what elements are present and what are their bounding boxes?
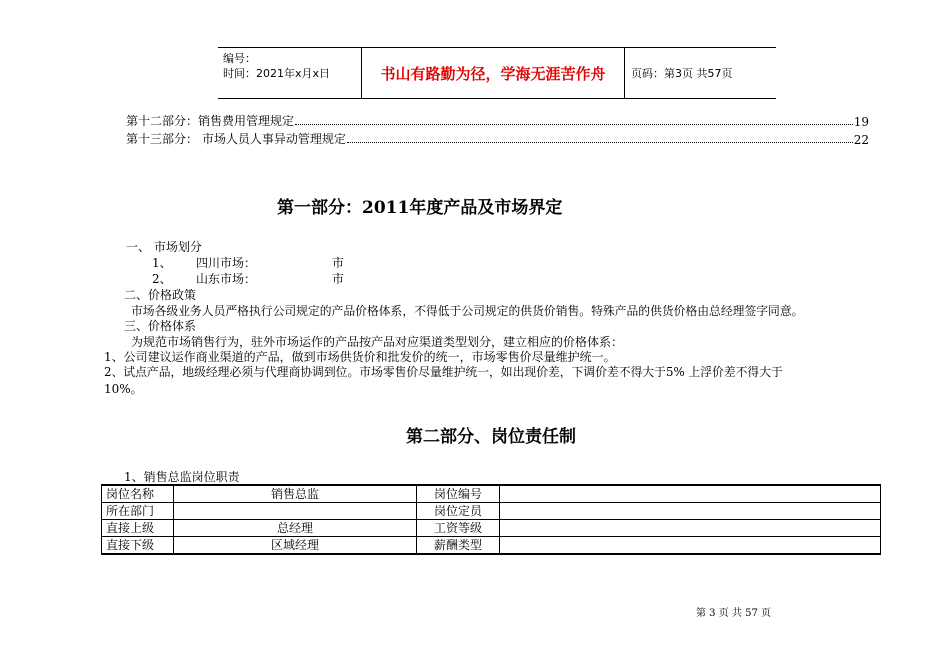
table-cell: 直接下级 — [102, 537, 174, 555]
table-row — [102, 503, 881, 520]
table-cell: 区域经理 — [174, 537, 417, 555]
table-cell: 直接上级 — [102, 520, 174, 537]
header-page-info: 页码：第3页 共57页 — [631, 67, 733, 80]
toc-entry-title: 第十二部分：销售费用管理规定 — [126, 114, 295, 128]
part1-title: 第一部分：2011年度产品及市场界定 — [277, 198, 563, 218]
part2-title: 第二部分、岗位责任制 — [406, 427, 576, 447]
price-policy-text: 市场各级业务人员严格执行公司规定的产品价格体系，不得低于公司规定的供货价销售。特殊产品的供货价格由总经理签字同意。 — [131, 304, 804, 318]
table-cell — [500, 537, 881, 555]
toc-entry[interactable] — [126, 131, 869, 147]
section-price-system: 三、价格体系 — [124, 319, 197, 333]
table-row — [102, 485, 881, 503]
table-cell: 岗位定员 — [417, 503, 500, 520]
header-number-label: 编号： — [223, 52, 256, 65]
table-cell: 岗位名称 — [102, 485, 174, 503]
market-item-name: 山东市场： — [196, 272, 257, 286]
market-item-name: 四川市场： — [196, 256, 257, 270]
table-cell: 岗位编号 — [417, 485, 500, 503]
table-cell: 工资等级 — [417, 520, 500, 537]
toc-entry-title: 第十三部分： 市场人员人事异动管理规定 — [126, 132, 346, 146]
table-cell: 薪酬类型 — [417, 537, 500, 555]
table-cell — [174, 503, 417, 520]
page-footer: 第 3 页 共 57 页 — [696, 608, 771, 619]
toc-entry-page: 22 — [853, 133, 869, 147]
price-system-item-cont: 10%。 — [104, 382, 143, 396]
price-system-item: 2、试点产品，地级经理必须与代理商协调到位。市场零售价尽量维护统一，如出现价差，下调价差不得大于5% 上浮价差不得大于 — [104, 365, 783, 379]
table-row — [102, 537, 881, 555]
market-item-value: 市 — [332, 272, 345, 286]
table-cell: 销售总监 — [174, 485, 417, 503]
duty-subtitle: 1、销售总监岗位职责 — [124, 470, 240, 484]
toc-leader — [347, 142, 853, 143]
market-item-num: 1、 — [152, 256, 172, 270]
table-cell — [500, 485, 881, 503]
header-time-label: 时间：2021年x月x日 — [223, 67, 331, 80]
table-cell — [500, 520, 881, 537]
table-cell: 总经理 — [174, 520, 417, 537]
duty-table — [101, 484, 881, 555]
toc-entry[interactable] — [126, 113, 869, 129]
toc-entry-page: 19 — [853, 115, 869, 129]
header-motto: 书山有路勤为径，学海无涯苦作舟 — [362, 48, 625, 98]
page-header — [218, 47, 776, 99]
price-system-intro: 为规范市场销售行为，驻外市场运作的产品按产品对应渠道类型划分，建立相应的价格体系： — [131, 335, 624, 349]
table-cell: 所在部门 — [102, 503, 174, 520]
market-item-value: 市 — [332, 256, 345, 270]
section-market-division: 一、 市场划分 — [126, 240, 202, 254]
section-price-policy: 二、价格政策 — [124, 288, 197, 302]
price-system-item: 1、公司建议运作商业渠道的产品，做到市场供货价和批发价的统一，市场零售价尽量维护统一。 — [104, 350, 616, 364]
toc-leader — [295, 124, 853, 125]
table-cell — [500, 503, 881, 520]
market-item-num: 2、 — [152, 272, 172, 286]
table-row — [102, 520, 881, 537]
header-meta — [218, 48, 362, 98]
